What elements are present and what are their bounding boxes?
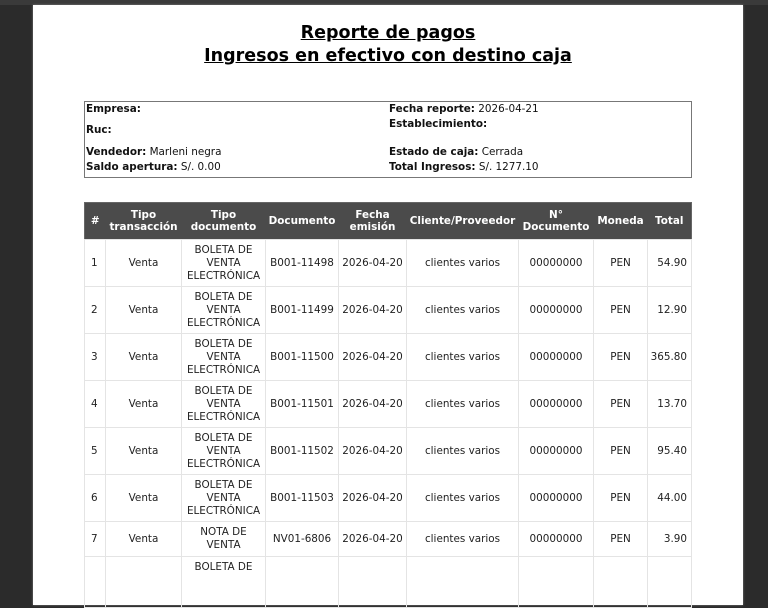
header-total: Total <box>648 203 692 240</box>
cell-n-documento: 00000000 <box>519 334 594 381</box>
info-establecimiento <box>389 118 487 131</box>
cell-tipo-documento: BOLETA DE <box>182 557 266 608</box>
cell-cliente: clientes varios <box>407 334 519 381</box>
cell-moneda: PEN <box>594 287 648 334</box>
info-estado-caja <box>389 146 523 159</box>
cell-tipo-transaccion: Venta <box>106 287 182 334</box>
cell-fecha: 2026-04-20 <box>339 334 407 381</box>
payments-table <box>84 202 692 608</box>
cell-cliente: clientes varios <box>407 475 519 522</box>
cell-documento: B001-11499 <box>266 287 339 334</box>
cell-fecha: 2026-04-20 <box>339 381 407 428</box>
cell-index: 2 <box>85 287 106 334</box>
cell-cliente: clientes varios <box>407 287 519 334</box>
cell-index: 5 <box>85 428 106 475</box>
cell-documento: B001-11502 <box>266 428 339 475</box>
fecha-value: 2026-04-21 <box>478 103 539 115</box>
report-info-box <box>84 101 692 178</box>
cell-index <box>85 557 106 608</box>
ruc-label: Ruc: <box>86 124 112 136</box>
total-value: S/. 1277.10 <box>478 161 539 173</box>
report-title: Reporte de pagos <box>300 23 476 43</box>
vendedor-value: Marleni negra <box>149 146 222 158</box>
header-index: # <box>85 203 106 240</box>
cell-moneda: PEN <box>594 428 648 475</box>
header-moneda: Moneda <box>594 203 648 240</box>
table-row <box>85 240 692 287</box>
cell-cliente: clientes varios <box>407 428 519 475</box>
cell-cliente: clientes varios <box>407 522 519 557</box>
info-empresa <box>86 103 141 116</box>
cell-moneda: PEN <box>594 334 648 381</box>
table-row <box>85 334 692 381</box>
saldo-label: Saldo apertura: <box>86 161 178 173</box>
cell-n-documento <box>519 557 594 608</box>
cell-tipo-transaccion: Venta <box>106 522 182 557</box>
info-fecha-reporte <box>389 103 539 116</box>
report-subtitle: Ingresos en efectivo con destino caja <box>204 46 572 66</box>
cell-fecha: 2026-04-20 <box>339 428 407 475</box>
establecimiento-label: Establecimiento: <box>389 118 488 130</box>
cell-total: 44.00 <box>648 475 692 522</box>
total-label: Total Ingresos: <box>389 161 476 173</box>
header-documento: Documento <box>266 203 339 240</box>
cell-n-documento: 00000000 <box>519 522 594 557</box>
cell-tipo-transaccion: Venta <box>106 475 182 522</box>
estado-label: Estado de caja: <box>389 146 479 158</box>
table-header-row <box>85 203 692 240</box>
saldo-value: S/. 0.00 <box>180 161 221 173</box>
cell-cliente: clientes varios <box>407 240 519 287</box>
header-tipo-transaccion: Tipo transacción <box>106 203 182 240</box>
cell-tipo-documento: BOLETA DE VENTA ELECTRÓNICA <box>182 334 266 381</box>
cell-n-documento: 00000000 <box>519 240 594 287</box>
cell-tipo-documento: BOLETA DE VENTA ELECTRÓNICA <box>182 428 266 475</box>
cell-n-documento: 00000000 <box>519 475 594 522</box>
cell-tipo-documento: BOLETA DE VENTA ELECTRÓNICA <box>182 287 266 334</box>
cell-tipo-transaccion: Venta <box>106 381 182 428</box>
cell-total: 3.90 <box>648 522 692 557</box>
cell-moneda: PEN <box>594 381 648 428</box>
table-row <box>85 381 692 428</box>
report-page <box>33 5 743 605</box>
cell-tipo-documento: BOLETA DE VENTA ELECTRÓNICA <box>182 475 266 522</box>
cell-n-documento: 00000000 <box>519 381 594 428</box>
cell-index: 3 <box>85 334 106 381</box>
cell-total: 365.80 <box>648 334 692 381</box>
table-row <box>85 475 692 522</box>
info-saldo-apertura <box>86 161 221 174</box>
cell-n-documento: 00000000 <box>519 287 594 334</box>
cell-total <box>648 557 692 608</box>
cell-moneda: PEN <box>594 240 648 287</box>
cell-fecha: 2026-04-20 <box>339 522 407 557</box>
cell-index: 6 <box>85 475 106 522</box>
table-row <box>85 522 692 557</box>
cell-fecha: 2026-04-20 <box>339 240 407 287</box>
cell-n-documento: 00000000 <box>519 428 594 475</box>
cell-documento: NV01-6806 <box>266 522 339 557</box>
cell-total: 95.40 <box>648 428 692 475</box>
cell-documento <box>266 557 339 608</box>
cell-moneda: PEN <box>594 475 648 522</box>
header-cliente: Cliente/Proveedor <box>407 203 519 240</box>
cell-documento: B001-11498 <box>266 240 339 287</box>
cell-total: 12.90 <box>648 287 692 334</box>
info-total-ingresos <box>389 161 539 174</box>
header-fecha-emision: Fecha emisión <box>339 203 407 240</box>
cell-tipo-transaccion <box>106 557 182 608</box>
cell-tipo-transaccion: Venta <box>106 428 182 475</box>
cell-moneda <box>594 557 648 608</box>
cell-fecha: 2026-04-20 <box>339 475 407 522</box>
cell-cliente: clientes varios <box>407 381 519 428</box>
empresa-label: Empresa: <box>86 103 141 115</box>
header-tipo-documento: Tipo documento <box>182 203 266 240</box>
cell-index: 1 <box>85 240 106 287</box>
cell-documento: B001-11500 <box>266 334 339 381</box>
cell-cliente <box>407 557 519 608</box>
cell-index: 7 <box>85 522 106 557</box>
cell-index: 4 <box>85 381 106 428</box>
table-row <box>85 428 692 475</box>
header-n-documento: N° Documento <box>519 203 594 240</box>
table-row <box>85 287 692 334</box>
cell-documento: B001-11501 <box>266 381 339 428</box>
cell-moneda: PEN <box>594 522 648 557</box>
cell-tipo-documento: BOLETA DE VENTA ELECTRÓNICA <box>182 240 266 287</box>
cell-documento: B001-11503 <box>266 475 339 522</box>
info-ruc <box>86 124 112 137</box>
cell-tipo-transaccion: Venta <box>106 240 182 287</box>
cell-tipo-documento: NOTA DE VENTA <box>182 522 266 557</box>
cell-total: 54.90 <box>648 240 692 287</box>
info-vendedor <box>86 146 221 159</box>
cell-total: 13.70 <box>648 381 692 428</box>
table-row <box>85 557 692 608</box>
cell-fecha: 2026-04-20 <box>339 287 407 334</box>
cell-tipo-transaccion: Venta <box>106 334 182 381</box>
estado-value: Cerrada <box>481 146 524 158</box>
cell-tipo-documento: BOLETA DE VENTA ELECTRÓNICA <box>182 381 266 428</box>
fecha-label: Fecha reporte: <box>389 103 475 115</box>
cell-fecha <box>339 557 407 608</box>
vendedor-label: Vendedor: <box>86 146 147 158</box>
